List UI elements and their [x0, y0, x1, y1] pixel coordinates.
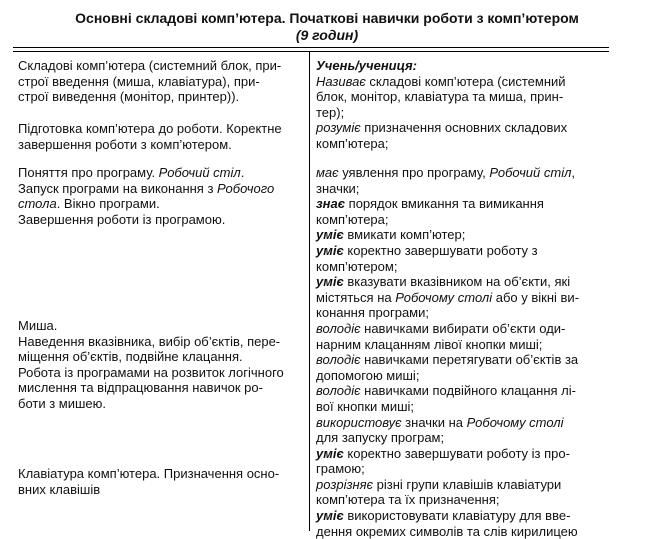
- text-line: Завершення роботи із програмою.: [18, 211, 226, 227]
- learning-outcomes: [316, 58, 604, 152]
- column-header: Учень/учениця:: [316, 58, 418, 73]
- text-line: допомогою миші;: [316, 367, 420, 383]
- content-block-keyboard: [18, 466, 300, 497]
- text-line: строї введення (миша, клавіатура), при-: [18, 73, 260, 89]
- text-line: строї виведення (монітор, принтер)).: [18, 89, 240, 105]
- text-line: розрізняє різні групи клавішів клавіатури: [316, 476, 562, 492]
- text-line: мислення та відпрацювання навичок ро-: [18, 380, 263, 396]
- text-line: грамою;: [316, 461, 365, 477]
- text-line: Миша.: [18, 318, 58, 333]
- text-line: міщення об’єктів, подвійне клацання.: [18, 349, 243, 365]
- text-line: використовує значки на Робочому столі: [316, 414, 564, 430]
- text-line: володіє навичками подвійного клацання лі-: [316, 383, 576, 399]
- text-line: Підготовка комп’ютера до роботи. Коректне: [18, 121, 282, 136]
- text-line: комп’ютера;: [316, 211, 389, 227]
- text-line: уміє коректно завершувати роботу з: [316, 242, 538, 258]
- text-line: боти з мишею.: [18, 395, 107, 411]
- text-line: Складові комп’ютера (системний блок, при-: [18, 58, 282, 73]
- text-line: володіє навичками вибирати об’єкти оди-: [316, 320, 566, 336]
- text-line: значки;: [316, 180, 360, 196]
- text-line: уміє вмикати комп’ютер;: [316, 227, 466, 243]
- content-block-mouse: [18, 318, 300, 412]
- text-line: знає порядок вмикання та вимикання: [316, 196, 544, 212]
- text-line: для запуску програм;: [316, 430, 445, 446]
- table-top-rule: [13, 47, 609, 48]
- text-line: Наведення вказівника, вибір об’єктів, пере-: [18, 333, 281, 349]
- text-line: блок, монітор, клавіатура та миша, прин-: [316, 89, 564, 105]
- text-line: Клавіатура комп’ютера. Призначення осно-: [18, 466, 280, 481]
- text-line: комп’ютера;: [316, 135, 389, 151]
- content-block-components: [18, 58, 300, 105]
- text-line: містяться на Робочому столі або у вікні ви-: [316, 289, 580, 305]
- learning-outcomes-2: [316, 165, 604, 539]
- text-line: має уявлення про програму, Робочий стіл,: [316, 165, 576, 180]
- text-line: завершення роботи з комп’ютером.: [18, 136, 232, 152]
- text-line: Поняття про програму. Робочий стіл.: [18, 165, 245, 180]
- text-line: дення окремих символів та слів кирилицею: [316, 523, 578, 539]
- text-line: уміє коректно завершувати роботу із про-: [316, 445, 570, 461]
- page-title: Основні складові комп’ютера. Початкові навички роботи з комп’ютером: [75, 10, 579, 26]
- text-line: Запуск програми на виконання з Робочого: [18, 180, 275, 196]
- text-line: Називає складові комп’ютера (системний: [316, 73, 566, 89]
- text-line: уміє вказувати вказівником на об’єкти, які: [316, 274, 571, 290]
- text-line: вої кнопки миші;: [316, 398, 415, 414]
- text-line: стола. Вікно програми.: [18, 196, 160, 212]
- content-block-preparation: [18, 121, 300, 152]
- text-line: комп’ютера та їх призначення;: [316, 492, 500, 508]
- text-line: нарним клацанням лівої кнопки миші;: [316, 336, 543, 352]
- text-line: тер);: [316, 104, 345, 120]
- text-line: уміє використовувати клавіатуру для вве-: [316, 508, 571, 524]
- text-line: Робота із програмами на розвиток логічного: [18, 364, 284, 380]
- text-line: комп’ютером;: [316, 258, 398, 274]
- hours-subtitle: (9 годин): [295, 27, 359, 43]
- text-line: розуміє призначення основних складових: [316, 120, 568, 136]
- column-divider: [309, 51, 310, 531]
- content-block-program: [18, 165, 300, 227]
- text-line: володіє навичками перетягувати об’єктів за: [316, 352, 579, 368]
- text-line: конання програми;: [316, 305, 429, 321]
- text-line: вних клавішів: [18, 481, 101, 497]
- table-header-rule: [13, 51, 609, 52]
